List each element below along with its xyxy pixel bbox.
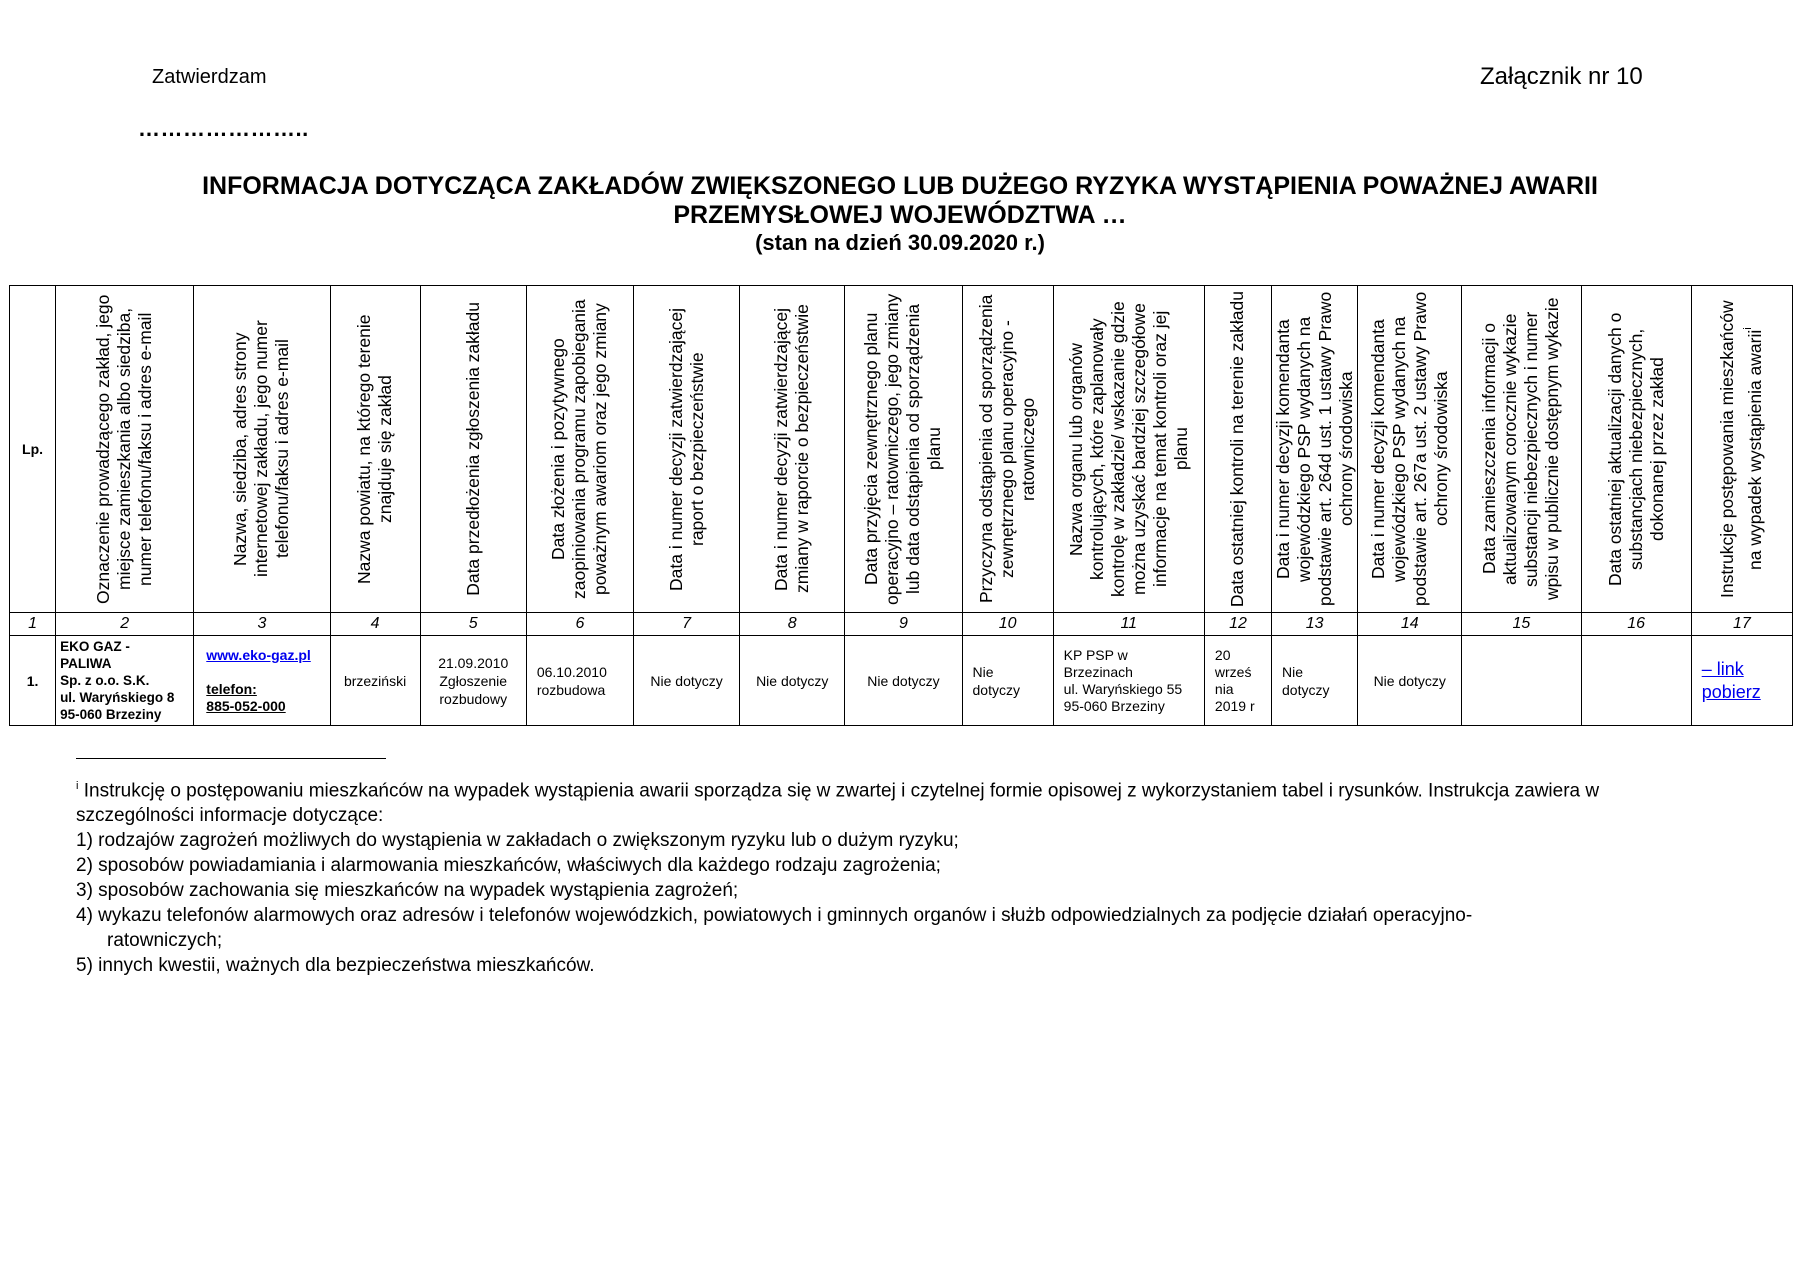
safety-report-cell: Nie dotyczy [633,636,739,726]
col-number: 16 [1581,613,1691,636]
header-col-17 [1691,286,1792,613]
document-subtitle: (stan na dzień 30.09.2020 r.) [755,230,1045,255]
col-number: 10 [962,613,1053,636]
facilities-table [9,285,1793,726]
table-row [10,636,1793,726]
operator-line: ul. Waryńskiego 8 [60,690,175,705]
header-col-13-text: Data i numer decyzji komendanta wojewódzkiego PSP wydanych na podstawie art. 264d ust. 1 ustawy Prawo ochrony środowiska [1272,291,1356,607]
header-col-14 [1358,286,1462,613]
instructions-link[interactable]: – link [1701,658,1744,679]
col-number: 15 [1462,613,1581,636]
title-line-1: INFORMACJA DOTYCZĄCA ZAKŁADÓW ZWIĘKSZONEGO LUB DUŻEGO RYZYKA WYSTĄPIENIA POWAŻNEJ AWARII [202,172,1598,200]
authority-line: KP PSP w [1063,646,1128,663]
operator-cell [56,636,194,726]
header-lp: Lp. [10,286,56,613]
footnote-item: 3) sposobów zachowania się mieszkańców na wypadek wystąpienia zagrożeń; [76,880,739,902]
authority-line: 95-060 Brzeziny [1063,697,1165,714]
operator-line: 95-060 Brzeziny [60,707,162,722]
col-number: 11 [1053,613,1204,636]
col-number: 7 [633,613,739,636]
last-inspection-cell [1204,636,1271,726]
col-number: 17 [1691,613,1792,636]
notification-line: Zgłoszenie [439,672,508,689]
row-lp: 1. [10,636,56,726]
header-col-6-text: Data złożenia i pozytywnego zaopiniowania programu zapobiegania poważnym awariom oraz jego zmiany [548,299,611,599]
notification-line: rozbudowy [439,690,508,707]
decision-264d-cell [1272,636,1358,726]
col-number: 12 [1204,613,1271,636]
header-col-17-text [1717,290,1766,608]
substance-update-cell [1581,636,1691,726]
inspection-line: nia [1214,680,1234,697]
header-col-10-text: Przyczyna odstąpienia od sporządzenia zewnętrznego planu operacyjno - ratowniczego [976,294,1039,604]
decision-line: dotyczy [1282,681,1330,698]
footnote-item: 1) rodzajów zagrożeń możliwych do wystąpienia w zakładach o zwiększonym ryzyku lub o dużym ryzyku; [76,830,959,852]
footnote-ref-mark[interactable]: i [1742,327,1755,331]
footnote-item-continuation: ratowniczych; [107,930,223,952]
authority-line: ul. Waryńskiego 55 [1063,680,1183,697]
report-changes-cell: Nie dotyczy [740,636,845,726]
header-col-4-text: Nazwa powiatu, na którego terenie znajduje się zakład [354,314,396,584]
header-col-16-text: Data ostatniej aktualizacji danych o substancjach niebezpiecznych, dokonanej przez zakład [1604,312,1667,586]
header-col-9 [845,286,962,613]
header-col-5-text: Data przedłożenia zgłoszenia zakładu [462,302,483,596]
header-col-2 [56,286,194,613]
notification-date-cell [420,636,526,726]
header-col-5 [420,286,526,613]
col-number: 4 [330,613,420,636]
col-number: 3 [194,613,330,636]
footnote-item: 5) innych kwestii, ważnych dla bezpieczeństwa mieszkańców. [76,955,595,977]
title-line-2: PRZEMYSŁOWEJ WOJEWÓDZTWA … [673,201,1127,229]
col-number: 8 [740,613,845,636]
header-col-11-text: Nazwa organu lub organów kontrolujących, które zaplanowały kontrolę w zakładzie/ wskazanie gdzie można uzyskać bardziej szczegółowe informacje na temat kontroli oraz jej planu [1065,301,1191,597]
col-number: 6 [526,613,633,636]
footnote-item: 4) wykazu telefonów alarmowych oraz adresów i telefonów wojewódzkich, powiatowych i gminnych organów i służb odpowiedzialnych za podjęcie działań operacyjno- [76,905,1473,927]
col-number: 2 [56,613,194,636]
notification-line: 21.09.2010 [438,654,509,671]
header-col-6 [526,286,633,613]
col-number: 1 [10,613,56,636]
inspection-line: 20 [1214,646,1231,663]
header-col-3-text: Nazwa, siedziba, adres strony internetowej zakładu, jego numer telefonu/faksu i adres e-mail [230,320,293,578]
header-col-11 [1053,286,1204,613]
decision-267a-cell: Nie dotyczy [1358,636,1462,726]
plan-waiver-cell [962,636,1053,726]
header-col-3 [194,286,330,613]
header-col-8-text: Data i numer decyzji zatwierdzającej zmiany w raporcie o bezpieczeństwie [771,304,813,594]
header-col-4 [330,286,420,613]
operator-line: Sp. z o.o. S.K. [60,673,150,688]
external-plan-cell: Nie dotyczy [845,636,962,726]
facility-cell [194,636,330,726]
website-link[interactable]: www.eko-gaz.pl [206,646,311,663]
footnote-intro [76,774,1716,828]
header-col-12 [1204,286,1271,613]
table-header-row [10,286,1793,613]
column-number-row [10,613,1793,636]
col-number: 13 [1272,613,1358,636]
footnote-mark: i [76,780,79,792]
download-link[interactable]: pobierz [1701,681,1761,702]
header-col-14-text: Data i numer decyzji komendanta wojewódzkiego PSP wydanych na podstawie art. 267a ust. 2 ustawy Prawo ochrony środowiska [1367,291,1451,607]
header-col-8 [740,286,845,613]
header-col-2-text: Oznaczenie prowadzącego zakład, jego miejsce zamieszkania albo siedziba, numer telefonu/faksu i adres e-mail [93,294,156,604]
program-line: 06.10.2010 [536,663,607,680]
header-col-16 [1581,286,1691,613]
approve-label: Zatwierdzam [152,66,267,88]
substance-list-cell [1462,636,1581,726]
operator-line: EKO GAZ - [60,639,130,654]
header-col-10 [962,286,1053,613]
col-number: 5 [420,613,526,636]
header-col-7-text: Data i numer decyzji zatwierdzającej raport o bezpieczeństwie [665,307,707,591]
authority-line: Brzezinach [1063,663,1133,680]
inspection-authority-cell [1053,636,1204,726]
waiver-line: dotyczy [972,681,1020,698]
waiver-line: Nie [972,663,994,680]
col-number: 9 [845,613,962,636]
program-line: rozbudowa [536,681,606,698]
header-col-15-text: Data zamieszczenia informacji o aktualizowanym corocznie wykazie substancji niebezpiecznych i numer wpisu w publicznie dostępnym wykazie [1479,297,1563,601]
document-title [0,172,1800,230]
inspection-line: 2019 r [1214,697,1255,714]
district-cell: brzeziński [330,636,420,726]
col-number: 14 [1358,613,1462,636]
header-col-13 [1272,286,1358,613]
footnote [76,774,1716,978]
header-col-9-text: Data przyjęcia zewnętrznego planu operacyjno – ratowniczego, jego zmiany lub data odstąpienia od sporządzenia planu [861,293,945,605]
phone-number: 885-052-000 [206,697,286,714]
footnote-item: 2) sposobów powiadamiania i alarmowania mieszkańców, właściwych dla każdego rodzaju zagrożenia; [76,855,941,877]
decision-line: Nie [1282,663,1304,680]
footnote-intro-text: Instrukcję o postępowaniu mieszkańców na wypadek wystąpienia awarii sporządza się w zwartej i czytelnej formie opisowej z wykorzystaniem tabel i rysunków. Instrukcja zawiera w szczególności informacje dotyczące: [76,780,1600,827]
footnote-separator [76,758,386,759]
phone-label: telefon: [206,680,257,697]
header-col-12-text: Data ostatniej kontroli na terenie zakładu [1227,290,1248,608]
attachment-number: Załącznik nr 10 [1480,63,1643,90]
signature-dots: ………………….. [138,116,309,141]
prevention-program-cell [526,636,633,726]
operator-line: PALIWA [60,656,112,671]
instructions-cell [1691,636,1792,726]
header-col-7 [633,286,739,613]
header-col-17-label: Instrukcje postępowania mieszkańców na wypadek wystąpienia awarii [1717,300,1766,598]
inspection-line: wrześ [1214,663,1252,680]
header-col-15 [1462,286,1581,613]
